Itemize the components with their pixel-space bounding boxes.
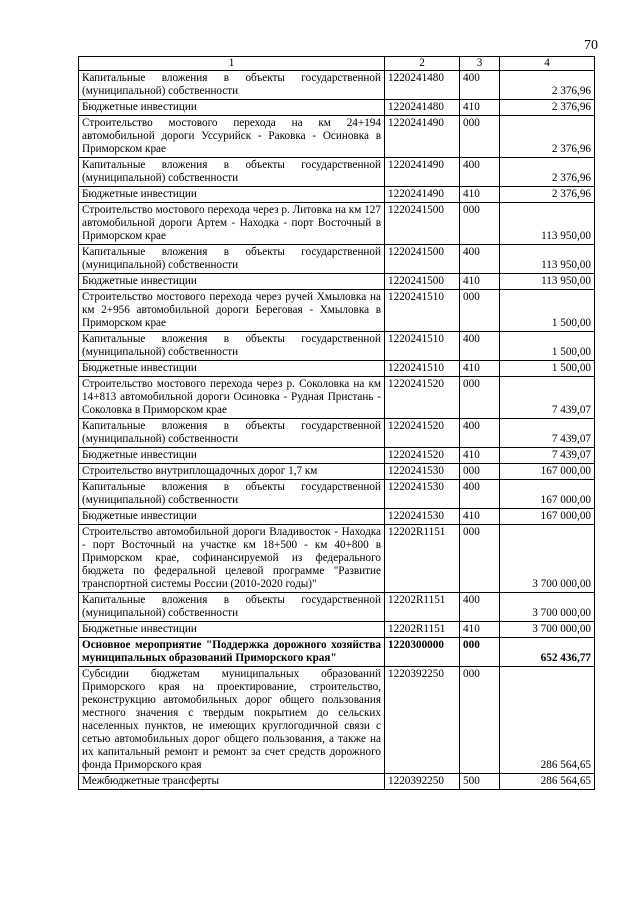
row-type-cell: 400 (460, 158, 500, 187)
row-name-cell: Строительство мостового перехода через р. Литовка на км 127 автомобильной дороги Артем - Находка - порт Восточный в Приморском крае (79, 203, 385, 245)
row-type-cell: 000 (460, 377, 500, 419)
row-name-cell: Капитальные вложения в объекты государственной (муниципальной) собственности (79, 480, 385, 509)
row-sum-cell: 113 950,00 (500, 203, 595, 245)
row-type-cell: 410 (460, 509, 500, 525)
row-name-cell: Основное мероприятие "Поддержка дорожного хозяйства муниципальных образований Приморского края" (79, 638, 385, 667)
row-name-cell: Строительство автомобильной дороги Владивосток - Находка - порт Восточный на участке км 18+500 - км 40+800 в Приморском крае, софинансируемой из федерального бюджета по федеральной целевой программе "Развитие транспортной системы России (2010-2020 годы)" (79, 525, 385, 593)
row-code-cell: 12202R1151 (385, 593, 460, 622)
table-row (79, 332, 595, 361)
row-sum-cell: 167 000,00 (500, 480, 595, 509)
row-type-cell: 000 (460, 116, 500, 158)
row-code-cell: 1220241520 (385, 448, 460, 464)
row-name-cell: Бюджетные инвестиции (79, 448, 385, 464)
table-row (79, 290, 595, 332)
row-sum-cell: 113 950,00 (500, 274, 595, 290)
row-code-cell: 1220241530 (385, 480, 460, 509)
row-name-cell: Бюджетные инвестиции (79, 100, 385, 116)
row-type-cell: 400 (460, 245, 500, 274)
row-type-cell: 410 (460, 622, 500, 638)
row-type-cell: 400 (460, 419, 500, 448)
row-type-cell: 410 (460, 274, 500, 290)
row-name-cell: Строительство мостового перехода на км 24+194 автомобильной дороги Уссурийск - Раковка - Осиновка в Приморском крае (79, 116, 385, 158)
row-code-cell: 1220241530 (385, 509, 460, 525)
table-row (79, 448, 595, 464)
row-type-cell: 000 (460, 525, 500, 593)
page-number: 70 (584, 38, 598, 53)
table-row (79, 71, 595, 100)
row-sum-cell: 1 500,00 (500, 290, 595, 332)
table-row (79, 480, 595, 509)
row-name-cell: Капитальные вложения в объекты государственной (муниципальной) собственности (79, 419, 385, 448)
row-code-cell: 1220241530 (385, 464, 460, 480)
row-name-cell: Капитальные вложения в объекты государственной (муниципальной) собственности (79, 245, 385, 274)
row-code-cell: 1220241520 (385, 377, 460, 419)
table-row (79, 638, 595, 667)
row-code-cell: 1220241510 (385, 361, 460, 377)
row-name-cell: Бюджетные инвестиции (79, 274, 385, 290)
row-name-cell: Капитальные вложения в объекты государственной (муниципальной) собственности (79, 593, 385, 622)
table-row (79, 593, 595, 622)
table-row (79, 377, 595, 419)
row-type-cell: 410 (460, 100, 500, 116)
row-sum-cell: 167 000,00 (500, 509, 595, 525)
table-body (79, 71, 595, 790)
row-sum-cell: 1 500,00 (500, 332, 595, 361)
row-code-cell: 1220241500 (385, 245, 460, 274)
table-row (79, 509, 595, 525)
table-row (79, 419, 595, 448)
row-type-cell: 000 (460, 667, 500, 774)
row-sum-cell: 167 000,00 (500, 464, 595, 480)
row-type-cell: 500 (460, 774, 500, 790)
row-sum-cell: 2 376,96 (500, 116, 595, 158)
row-name-cell: Строительство внутриплощадочных дорог 1,7 км (79, 464, 385, 480)
row-name-cell: Бюджетные инвестиции (79, 361, 385, 377)
row-name-cell: Бюджетные инвестиции (79, 187, 385, 203)
row-name-cell: Субсидии бюджетам муниципальных образований Приморского края на проектирование, строительство, реконструкцию автомобильных дорог общего пользования местного значения с твердым покрытием до сельских населенных пунктов, не имеющих круглогодичной связи с сетью автомобильных дорог общего пользования, а также на их капитальный ремонт и ремонт за счет средств дорожного фонда Приморского края (79, 667, 385, 774)
table-row (79, 158, 595, 187)
table-row (79, 245, 595, 274)
row-sum-cell: 2 376,96 (500, 158, 595, 187)
row-sum-cell: 2 376,96 (500, 187, 595, 203)
row-code-cell: 1220392250 (385, 774, 460, 790)
row-sum-cell: 652 436,77 (500, 638, 595, 667)
budget-table (78, 56, 595, 790)
table-row (79, 774, 595, 790)
row-sum-cell: 7 439,07 (500, 377, 595, 419)
row-code-cell: 1220392250 (385, 667, 460, 774)
row-sum-cell: 7 439,07 (500, 419, 595, 448)
table-row (79, 622, 595, 638)
row-name-cell: Бюджетные инвестиции (79, 509, 385, 525)
row-name-cell: Капитальные вложения в объекты государственной (муниципальной) собственности (79, 158, 385, 187)
row-type-cell: 000 (460, 464, 500, 480)
row-code-cell: 1220241510 (385, 332, 460, 361)
row-type-cell: 000 (460, 203, 500, 245)
table-row (79, 274, 595, 290)
table-row (79, 667, 595, 774)
row-sum-cell: 2 376,96 (500, 100, 595, 116)
table-row (79, 361, 595, 377)
table-row (79, 116, 595, 158)
row-sum-cell: 2 376,96 (500, 71, 595, 100)
row-code-cell: 1220300000 (385, 638, 460, 667)
row-type-cell: 000 (460, 638, 500, 667)
row-type-cell: 000 (460, 290, 500, 332)
row-code-cell: 1220241490 (385, 187, 460, 203)
row-type-cell: 410 (460, 361, 500, 377)
row-sum-cell: 286 564,65 (500, 667, 595, 774)
table-row (79, 525, 595, 593)
row-type-cell: 410 (460, 448, 500, 464)
table-header-row (79, 57, 595, 71)
row-code-cell: 1220241480 (385, 71, 460, 100)
row-sum-cell: 1 500,00 (500, 361, 595, 377)
header-col-4: 4 (500, 57, 595, 71)
row-sum-cell: 286 564,65 (500, 774, 595, 790)
row-code-cell: 1220241510 (385, 290, 460, 332)
row-sum-cell: 7 439,07 (500, 448, 595, 464)
row-name-cell: Капитальные вложения в объекты государственной (муниципальной) собственности (79, 71, 385, 100)
row-name-cell: Строительство мостового перехода через р. Соколовка на км 14+813 автомобильной дороги Осиновка - Рудная Пристань - Соколовка в Приморском крае (79, 377, 385, 419)
table-row (79, 464, 595, 480)
table-row (79, 187, 595, 203)
row-code-cell: 1220241480 (385, 100, 460, 116)
row-code-cell: 12202R1151 (385, 525, 460, 593)
header-col-3: 3 (460, 57, 500, 71)
row-type-cell: 400 (460, 332, 500, 361)
row-code-cell: 1220241490 (385, 158, 460, 187)
row-type-cell: 400 (460, 71, 500, 100)
row-code-cell: 12202R1151 (385, 622, 460, 638)
row-sum-cell: 3 700 000,00 (500, 593, 595, 622)
row-code-cell: 1220241500 (385, 203, 460, 245)
row-sum-cell: 3 700 000,00 (500, 622, 595, 638)
row-name-cell: Межбюджетные трансферты (79, 774, 385, 790)
row-name-cell: Бюджетные инвестиции (79, 622, 385, 638)
row-sum-cell: 3 700 000,00 (500, 525, 595, 593)
header-col-1: 1 (79, 57, 385, 71)
header-col-2: 2 (385, 57, 460, 71)
row-sum-cell: 113 950,00 (500, 245, 595, 274)
table-row (79, 100, 595, 116)
row-type-cell: 400 (460, 593, 500, 622)
table-row (79, 203, 595, 245)
row-type-cell: 410 (460, 187, 500, 203)
row-type-cell: 400 (460, 480, 500, 509)
row-name-cell: Капитальные вложения в объекты государственной (муниципальной) собственности (79, 332, 385, 361)
row-code-cell: 1220241500 (385, 274, 460, 290)
row-code-cell: 1220241490 (385, 116, 460, 158)
row-name-cell: Строительство мостового перехода через ручей Хмыловка на км 2+956 автомобильной дороги Береговая - Хмыловка в Приморском крае (79, 290, 385, 332)
row-code-cell: 1220241520 (385, 419, 460, 448)
